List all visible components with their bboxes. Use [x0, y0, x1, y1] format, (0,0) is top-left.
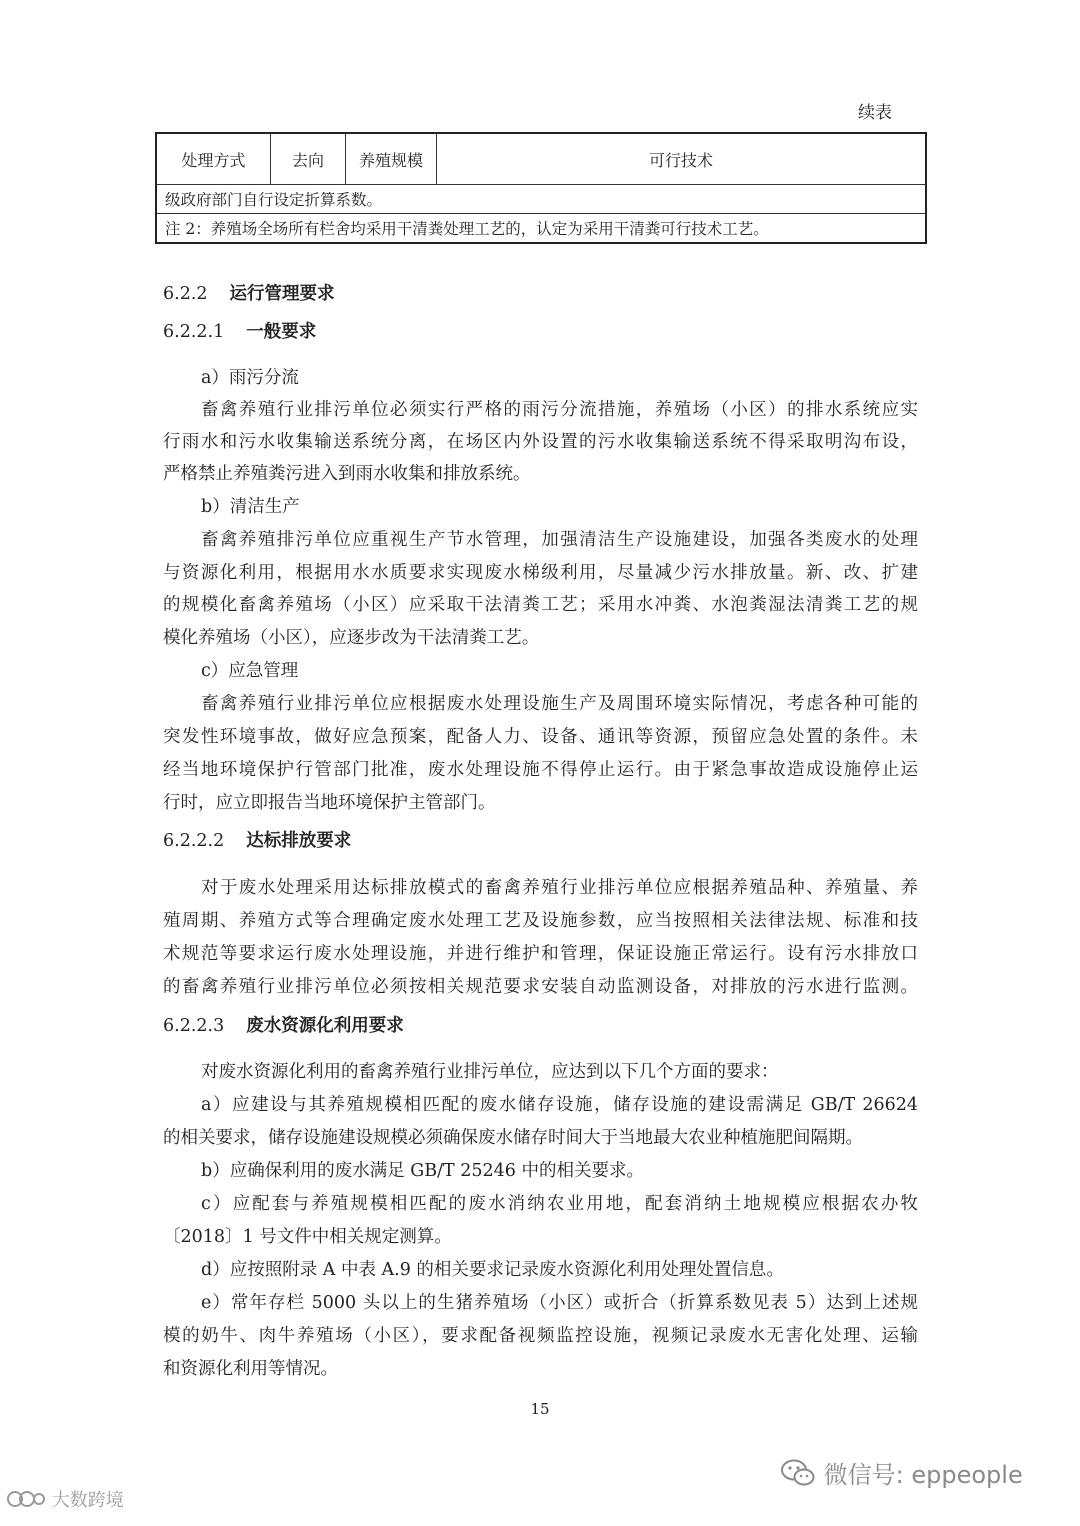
section-number: 6.2.2.2 [163, 831, 225, 851]
brand-text: 大数跨境 [51, 1490, 124, 1511]
wechat-watermark [780, 1455, 1023, 1494]
table-note: 注 2：养殖场全场所有栏舍均采用干清粪处理工艺的，认定为采用干清粪可行技术工艺。 [156, 214, 926, 244]
paragraph-line: 的畜禽养殖行业排污单位必须按相关规范要求安装自动监测设备，对排放的污水进行监测。 [163, 977, 918, 997]
table-header-cell: 去向 [271, 133, 346, 185]
section-heading-6-2-2 [163, 286, 335, 304]
paragraph-line: 对于废水处理采用达标排放模式的畜禽养殖行业排污单位应根据养殖品种、养殖量、养 [201, 878, 918, 898]
paragraph-line: 行雨水和污水收集输送系统分离，在场区内外设置的污水收集输送系统不得采取明沟布设， [163, 432, 918, 452]
paragraph-line: c）应配套与养殖规模相匹配的废水消纳农业用地，配套消纳土地规模应根据农办牧 [201, 1194, 918, 1214]
table-note: 级政府部门自行设定折算系数。 [156, 185, 926, 214]
brand-watermark [6, 1486, 124, 1516]
item-label-c: c）应急管理 [201, 661, 299, 681]
table-header-cell: 可行技术 [437, 133, 927, 185]
paragraph-line: e）常年存栏 5000 头以上的生猪养殖场（小区）或折合（折算系数见表 5）达到上述规 [201, 1293, 918, 1313]
table-header-cell: 养殖规模 [346, 133, 437, 185]
paragraph-line: 畜禽养殖排污单位应重视生产节水管理，加强清洁生产设施建设，加强各类废水的处理 [201, 530, 918, 550]
continued-table [155, 132, 927, 244]
section-title: 达标排放要求 [246, 831, 352, 851]
paragraph-line: 与资源化利用，根据用水水质要求实现废水梯级利用，尽量减少污水排放量。新、改、扩建 [163, 563, 918, 583]
section-title: 一般要求 [246, 322, 317, 342]
paragraph-line: 的规模化畜禽养殖场（小区）应采取干法清粪工艺；采用水冲粪、水泡粪湿法清粪工艺的规 [163, 595, 918, 615]
section-number: 6.2.2.1 [163, 322, 225, 342]
wechat-icon [780, 1458, 816, 1494]
paragraph-line: 突发性环境事故，做好应急预案，配备人力、设备、通讯等资源，预留应急处置的条件。未 [163, 727, 918, 747]
paragraph-line: 模化养殖场（小区），应逐步改为干法清粪工艺。 [163, 628, 540, 648]
section-number: 6.2.2.3 [163, 1016, 225, 1036]
paragraph-line: 严格禁止养殖粪污进入到雨水收集和排放系统。 [163, 464, 531, 484]
table-header-cell: 处理方式 [156, 133, 271, 185]
paragraph-line: a）应建设与其养殖规模相匹配的废水储存设施，储存设施的建设需满足 GB/T 26624 [201, 1095, 918, 1115]
section-number: 6.2.2 [163, 284, 208, 304]
paragraph-line: 畜禽养殖行业排污单位必须实行严格的雨污分流措施，养殖场（小区）的排水系统应实 [201, 400, 918, 420]
item-label-a: a）雨污分流 [201, 368, 299, 388]
table-note-row [156, 214, 926, 244]
section-heading-6-2-2-2 [163, 833, 351, 851]
table-note-row [156, 185, 926, 214]
section-title: 运行管理要求 [229, 284, 335, 304]
paragraph-line: 和资源化利用等情况。 [163, 1359, 338, 1379]
paragraph-line: b）应确保利用的废水满足 GB/T 25246 中的相关要求。 [201, 1161, 644, 1181]
paragraph-line: 的相关要求，储存设施建设规模必须确保废水储存时间大于当地最大农业种植施肥间隔期。 [163, 1128, 863, 1148]
section-heading-6-2-2-3 [163, 1018, 404, 1036]
page-number: 15 [530, 1400, 550, 1418]
paragraph-line: 术规范等要求运行废水处理设施，并进行维护和管理，保证设施正常运行。设有污水排放口 [163, 944, 918, 964]
paragraph-line: 经当地环境保护行管部门批准，废水处理设施不得停止运行。由于紧急事故造成设施停止运 [163, 760, 918, 780]
wechat-id-text: 微信号: eppeople [823, 1461, 1023, 1489]
paragraph-line: 〔2018〕1 号文件中相关规定测算。 [163, 1227, 452, 1247]
continued-label: 续表 [858, 103, 892, 123]
paragraph-line: 模的奶牛、肉牛养殖场（小区），要求配备视频监控设施，视频记录废水无害化处理、运输 [163, 1326, 918, 1346]
paragraph-line: 畜禽养殖行业排污单位应根据废水处理设施生产及周围环境实际情况，考虑各种可能的 [201, 694, 918, 714]
section-title: 废水资源化利用要求 [246, 1016, 404, 1036]
paragraph-line: 对废水资源化利用的畜禽养殖行业排污单位，应达到以下几个方面的要求： [201, 1062, 779, 1082]
item-label-b: b）清洁生产 [201, 497, 300, 517]
paragraph-line: d）应按照附录 A 中表 A.9 的相关要求记录废水资源化利用处理处置信息。 [201, 1260, 784, 1280]
brand-logo-icon [6, 1487, 46, 1516]
table-header-row [156, 133, 926, 185]
paragraph-line: 殖周期、养殖方式等合理确定废水处理工艺及设施参数，应当按照相关法律法规、标准和技 [163, 911, 918, 931]
section-heading-6-2-2-1 [163, 324, 316, 342]
paragraph-line: 行时，应立即报告当地环境保护主管部门。 [163, 793, 496, 813]
